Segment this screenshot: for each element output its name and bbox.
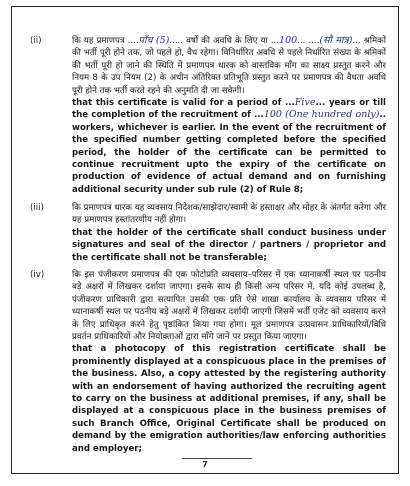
clause-ii-numeral: (ii): [30, 36, 42, 46]
clause-iii-text: [72, 202, 386, 264]
clause-iv-numeral: (iv): [30, 270, 45, 280]
handwritten-count-english: 100 (One hundred only): [263, 109, 380, 121]
handwritten-years-english: Five: [294, 97, 316, 109]
clause-iv-text: [72, 269, 386, 455]
handwritten-years-hindi: पाँच (5): [138, 35, 170, 46]
clause-ii-hindi: कि यह प्रमाणपत्र ....पाँच (5)..... वर्षों की अवधि के लिए या ...100... ....(सौ मात्र)... श्रमिकों की भर्ती पूरी होने तक, जो पहले हो, वैध रहेगा। विनिर्धारित अवधि से पहले निर्धारित संख्या के श्रमिकों की भर्ती पूरी हो जाने की स्थिति में प्रमाणपत्र धारक को वास्तविक माँग का साक्ष्य प्रस्तुत करने और नियम 8 के उप नियम (2) के अधीन अतिरिक्त प्रतिभूति प्रस्तुत करने पर प्रमाणपत्र की वैधता अवधि पूरी होने तक भर्ती करते रहने की अनुमति दी जा सकेगी।: [72, 35, 386, 96]
handwritten-count-words-hindi: (सौ मात्र): [319, 35, 353, 46]
handwritten-count-hindi: 100: [279, 35, 298, 46]
clause-iii-hindi: कि प्रमाणपत्र धारक यह व्यवसाय निदेशक/साझेदार/स्वामी के हस्ताक्षर और मोहर के अंतर्गत करेगा और यह प्रमाणपत्र हस्तांतरणीय नहीं होगा।: [72, 203, 387, 226]
clause-ii-english: that this certificate is valid for a period of ...Five... years or till the completion of the recruitment of ...100 (One hundred only).. workers, whichever is earlier. In the event of the recruitment of the specified number getting completed before the specified period, the holder of the certificate can be permitted to continue recruitment upto the expiry of the certificate on production of evidence of actual demand and on furnishing additional security under sub rule (2) of Rule 8;: [72, 97, 386, 195]
clause-iii-numeral: (iii): [30, 203, 44, 213]
clause-iv-english: that a photocopy of this registration certificate shall be prominently displayed at a conspicuous place in the premises of the business. Also, a copy attested by the registering authority with an endorsement of having authorized the recruiting agent to carry on the business at additional premises, if any, shall be displayed at a conspicuous place in the business premises of such Branch Office, Original Certificate shall be produced on demand by the emigration authorities/law enforcing authorities and employer;: [72, 344, 386, 454]
clause-ii-text: [72, 35, 386, 196]
clause-iii-english: that the holder of the certificate shall conduct business under signatures and seal of the director / partners / proprietor and the certificate shall not be transferable;: [72, 227, 386, 263]
page-number: 7: [202, 460, 208, 469]
clause-iv-hindi: कि इस पंजीकरण प्रमाणपत्र की एक फोटोप्रति व्यवसाय–परिसर में एक ध्यानाकर्षी स्थल पर पठनीय बड़े अक्षरों में लिखकर दर्शाया जाएगा। इसके साथ ही किसी अन्य परिसर में, यदि कोई उपलब्ध है, पंजीकरण प्राधिकारी द्वारा सत्यापित उसकी एक प्रति ऐसे शाखा कार्यालय के व्यवसाय परिसर में ध्यानाकर्षी स्थल पर पठनीय बड़े अक्षरों में लिखकर दर्शायी जाएगी जिसमें भर्ती एजेंट को व्यवसाय करने के लिए प्राधिकृत करने हेतु पृष्ठांकित किया गया होगा। मूल प्रमाणपत्र उत्प्रवासन प्राधिकारियों/विधि प्रवर्तन प्राधिकारियों और नियोक्ताओं द्वारा माँगे जाने पर प्रस्तुत किया जाएगा।: [72, 270, 386, 343]
document-page: [11, 6, 399, 474]
footer-rule: [182, 458, 252, 459]
